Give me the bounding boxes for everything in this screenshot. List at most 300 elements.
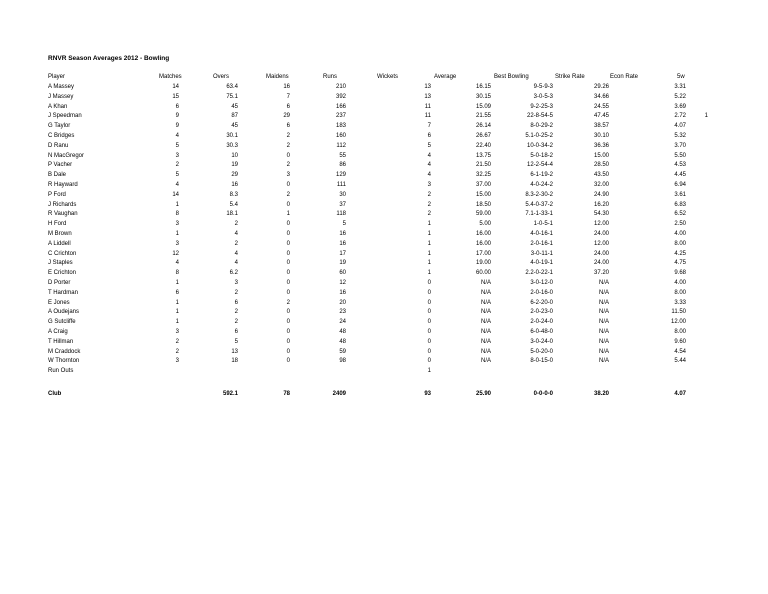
cell-runs: 5 xyxy=(342,221,346,228)
cell-econ-rate: 5.32 xyxy=(674,132,686,139)
cell-wickets: 0 xyxy=(427,289,431,296)
cell-wickets: 3 xyxy=(427,181,431,188)
cell-overs: 2 xyxy=(234,289,238,296)
cell-maidens: 0 xyxy=(286,319,290,326)
cell-matches: 3 xyxy=(175,221,179,228)
cell-strike-rate: N/A xyxy=(598,328,609,335)
cell-wickets: 2 xyxy=(427,191,431,198)
cell-strike-rate: 24.55 xyxy=(593,103,609,110)
cell-matches: 14 xyxy=(172,84,179,90)
cell-wickets: 4 xyxy=(427,152,431,159)
cell-runs: 48 xyxy=(339,338,346,345)
cell-strike-rate: 38.20 xyxy=(593,390,609,397)
bowling-averages-table xyxy=(0,73,768,400)
cell-maidens: 16 xyxy=(283,84,290,90)
cell-average: 37.00 xyxy=(475,181,491,188)
cell-maidens: 0 xyxy=(286,309,290,316)
cell-strike-rate: N/A xyxy=(598,319,609,326)
cell-average: 21.55 xyxy=(475,113,491,120)
cell-matches: 4 xyxy=(175,181,179,188)
cell-player: C Crichton xyxy=(48,250,77,257)
cell-average: 26.14 xyxy=(475,123,491,130)
cell-average: 13.75 xyxy=(475,152,491,159)
cell-player: A Oudejans xyxy=(48,309,80,316)
cell-average: 19.00 xyxy=(475,260,491,267)
header-maidens: Maidens xyxy=(266,74,289,80)
cell-best-bowling: 12-2-54-4 xyxy=(526,162,553,169)
header-player: Player xyxy=(48,74,66,80)
cell-strike-rate: 24.00 xyxy=(593,260,609,267)
cell-matches: 1 xyxy=(175,309,179,316)
cell-best-bowling: 8-0-15-0 xyxy=(530,358,553,365)
cell-econ-rate: 5.50 xyxy=(674,152,686,159)
cell-wickets: 2 xyxy=(427,211,431,218)
cell-econ-rate: 2.50 xyxy=(674,221,686,228)
cell-maidens: 2 xyxy=(286,142,290,149)
header-average: Average xyxy=(434,74,457,80)
cell-matches: 3 xyxy=(175,328,179,335)
cell-runs: 19 xyxy=(339,260,346,267)
cell-maidens: 2 xyxy=(286,191,290,198)
cell-maidens: 0 xyxy=(286,221,290,228)
cell-maidens: 6 xyxy=(286,123,290,130)
cell-player: R Hayward xyxy=(48,181,78,188)
cell-wickets: 13 xyxy=(424,93,431,100)
cell-runs: 118 xyxy=(336,211,346,218)
cell-maidens: 0 xyxy=(286,348,290,355)
cell-strike-rate: 30.10 xyxy=(593,132,609,139)
cell-average: 15.00 xyxy=(475,191,491,198)
cell-runs: 210 xyxy=(335,84,346,90)
cell-average: N/A xyxy=(480,358,491,365)
cell-strike-rate: 16.20 xyxy=(593,201,609,208)
cell-matches: 1 xyxy=(175,319,179,326)
cell-player: J Richards xyxy=(48,201,77,208)
cell-wickets: 1 xyxy=(427,270,431,277)
cell-matches: 6 xyxy=(175,289,179,296)
cell-econ-rate: 6.52 xyxy=(674,211,686,218)
cell-player: J Massey xyxy=(48,93,74,100)
cell-matches: 9 xyxy=(175,113,179,120)
cell-econ-rate: 11.50 xyxy=(671,309,686,316)
cell-wickets: 0 xyxy=(427,279,431,286)
cell-maidens: 0 xyxy=(286,328,290,335)
cell-overs: 2 xyxy=(234,309,238,316)
cell-wickets: 0 xyxy=(427,309,431,316)
cell-matches: 14 xyxy=(172,191,179,198)
cell-maidens: 6 xyxy=(286,103,290,110)
table-row xyxy=(0,259,768,269)
cell-average: 26.67 xyxy=(475,132,491,139)
table-row xyxy=(0,308,768,318)
cell-runs: 17 xyxy=(339,250,346,257)
cell-runs: 98 xyxy=(339,358,346,365)
cell-strike-rate: N/A xyxy=(598,358,609,365)
cell-runs: 129 xyxy=(335,172,346,179)
cell-runs: 55 xyxy=(339,152,346,159)
header-5w: 5w xyxy=(677,74,685,80)
cell-strike-rate: 24.90 xyxy=(593,191,609,198)
cell-econ-rate: 5.22 xyxy=(674,93,686,100)
cell-econ-rate: 9.60 xyxy=(674,338,686,345)
cell-average: N/A xyxy=(480,279,491,286)
cell-runs: 59 xyxy=(339,348,346,355)
cell-wickets: 11 xyxy=(424,103,431,110)
cell-strike-rate: 37.20 xyxy=(593,270,609,277)
table-row xyxy=(0,348,768,358)
cell-matches: 2 xyxy=(175,338,179,345)
cell-maidens: 0 xyxy=(286,289,290,296)
cell-runs: 112 xyxy=(336,142,346,149)
cell-wickets: 4 xyxy=(427,162,431,169)
cell-average: 59.00 xyxy=(475,211,491,218)
cell-econ-rate: 4.00 xyxy=(674,230,686,237)
cell-maidens: 3 xyxy=(286,172,290,179)
cell-econ-rate: 6.83 xyxy=(674,201,686,208)
table-row xyxy=(0,220,768,230)
cell-player: D Ranu xyxy=(48,142,69,149)
cell-econ-rate: 8.00 xyxy=(674,289,686,296)
cell-best-bowling: 3-0-12-0 xyxy=(530,279,553,286)
cell-best-bowling: 7.1-1-33-1 xyxy=(525,211,553,218)
cell-maidens: 2 xyxy=(286,299,290,306)
cell-runs: 37 xyxy=(339,201,346,208)
cell-best-bowling: 2.2-0-22-1 xyxy=(525,270,553,277)
cell-wickets: 0 xyxy=(427,319,431,326)
cell-best-bowling: 0-0-0-0 xyxy=(533,390,553,397)
cell-overs: 5 xyxy=(234,338,238,345)
cell-maidens: 0 xyxy=(286,181,290,188)
table-row xyxy=(0,210,768,220)
cell-strike-rate: 29.26 xyxy=(593,84,609,90)
cell-average: N/A xyxy=(480,319,491,326)
cell-overs: 4 xyxy=(234,230,238,237)
cell-wickets: 1 xyxy=(427,230,431,237)
cell-overs: 10 xyxy=(231,152,238,159)
cell-strike-rate: 24.00 xyxy=(593,250,609,257)
cell-overs: 6 xyxy=(234,299,238,306)
cell-runs: 16 xyxy=(339,230,346,237)
cell-runs: 48 xyxy=(339,328,346,335)
table-row xyxy=(0,93,768,103)
cell-average: 15.09 xyxy=(475,103,491,110)
cell-overs: 87 xyxy=(231,113,238,120)
cell-best-bowling: 5-0-20-0 xyxy=(530,348,553,355)
cell-average: 16.00 xyxy=(475,230,491,237)
table-row xyxy=(0,240,768,250)
cell-player: J Speedman xyxy=(48,113,82,120)
cell-matches: 1 xyxy=(175,201,179,208)
table-row xyxy=(0,142,768,152)
cell-overs: 29 xyxy=(231,172,238,179)
cell-matches: 6 xyxy=(175,103,179,110)
cell-runs: 30 xyxy=(339,191,346,198)
cell-wickets: 0 xyxy=(427,338,431,345)
cell-average: 30.15 xyxy=(475,93,491,100)
cell-player: H Ford xyxy=(48,221,67,228)
cell-overs: 4 xyxy=(234,250,238,257)
cell-best-bowling: 4-0-16-1 xyxy=(530,230,553,237)
cell-econ-rate: 3.69 xyxy=(674,103,686,110)
cell-strike-rate: N/A xyxy=(598,338,609,345)
cell-wickets: 11 xyxy=(424,113,431,120)
table-row xyxy=(0,250,768,260)
cell-best-bowling: 6-2-20-0 xyxy=(530,299,553,306)
header-econ-rate: Econ Rate xyxy=(610,74,639,80)
cell-econ-rate: 3.33 xyxy=(674,299,686,306)
table-row xyxy=(0,161,768,171)
table-row xyxy=(0,83,768,93)
table-row xyxy=(0,279,768,289)
table-row xyxy=(0,318,768,328)
cell-player: B Dale xyxy=(48,172,67,179)
cell-econ-rate: 4.54 xyxy=(674,348,686,355)
header-wickets: Wickets xyxy=(377,74,398,80)
cell-player: T Hardman xyxy=(48,289,78,296)
table-row xyxy=(0,367,768,377)
table-row xyxy=(0,299,768,309)
cell-best-bowling: 8-0-29-2 xyxy=(530,123,553,130)
cell-matches: 4 xyxy=(175,132,179,139)
cell-maidens: 0 xyxy=(286,358,290,365)
cell-wickets: 0 xyxy=(427,348,431,355)
header-matches: Matches xyxy=(159,74,182,80)
cell-player: C Bridges xyxy=(48,132,75,139)
cell-overs: 30.1 xyxy=(226,132,238,139)
cell-strike-rate: 36.36 xyxy=(593,142,609,149)
cell-strike-rate: 12.00 xyxy=(593,221,609,228)
cell-overs: 16 xyxy=(231,181,238,188)
cell-average: 16.15 xyxy=(475,84,491,90)
cell-best-bowling: 5.4-0-37-2 xyxy=(525,201,553,208)
cell-strike-rate: N/A xyxy=(598,279,609,286)
cell-econ-rate: 3.61 xyxy=(674,191,686,198)
cell-overs: 30.3 xyxy=(226,142,238,149)
cell-player: E Crichton xyxy=(48,270,77,277)
cell-maidens: 0 xyxy=(286,270,290,277)
cell-econ-rate: 4.75 xyxy=(674,260,686,267)
cell-wickets: 1 xyxy=(427,250,431,257)
cell-maidens: 7 xyxy=(286,93,290,100)
cell-matches: 1 xyxy=(175,279,179,286)
cell-wickets: 5 xyxy=(427,142,431,149)
cell-player: Club xyxy=(48,390,62,397)
cell-econ-rate: 9.68 xyxy=(674,270,686,277)
table-row xyxy=(0,103,768,113)
cell-average: 22.40 xyxy=(475,142,491,149)
cell-wickets: 13 xyxy=(424,84,431,90)
table-row xyxy=(0,230,768,240)
cell-maidens: 2 xyxy=(286,162,290,169)
header-overs: Overs xyxy=(213,74,230,80)
cell-overs: 8.3 xyxy=(229,191,238,198)
table-row xyxy=(0,201,768,211)
cell-player: A Craig xyxy=(48,328,68,335)
cell-player: E Jones xyxy=(48,299,70,306)
cell-average: 60.00 xyxy=(475,270,491,277)
cell-strike-rate: N/A xyxy=(598,289,609,296)
cell-player: M Craddock xyxy=(48,348,81,355)
cell-matches: 3 xyxy=(175,358,179,365)
cell-strike-rate: 32.00 xyxy=(593,181,609,188)
sheet-title: RNVR Season Averages 2012 - Bowling xyxy=(48,55,170,62)
cell-econ-rate: 4.53 xyxy=(674,162,686,169)
cell-player: A Khan xyxy=(48,103,68,110)
cell-player: D Porter xyxy=(48,279,71,286)
cell-strike-rate: 34.66 xyxy=(593,93,609,100)
cell-average: N/A xyxy=(480,299,491,306)
cell-best-bowling: 10-0-34-2 xyxy=(526,142,553,149)
cell-matches: 9 xyxy=(175,123,179,130)
cell-overs: 3 xyxy=(234,279,238,286)
cell-matches: 15 xyxy=(172,93,179,100)
cell-runs: 16 xyxy=(339,240,346,247)
cell-maidens: 0 xyxy=(286,201,290,208)
cell-strike-rate: 43.50 xyxy=(593,172,609,179)
cell-overs: 13 xyxy=(231,348,238,355)
cell-runs: 16 xyxy=(339,289,346,296)
cell-matches: 5 xyxy=(175,172,179,179)
cell-runs: 23 xyxy=(339,309,346,316)
cell-strike-rate: 12.00 xyxy=(593,240,609,247)
cell-overs: 45 xyxy=(231,123,238,130)
cell-maidens: 0 xyxy=(286,250,290,257)
table-header-row xyxy=(0,73,768,83)
cell-average: N/A xyxy=(480,348,491,355)
cell-runs: 20 xyxy=(339,299,346,306)
cell-maidens: 0 xyxy=(286,152,290,159)
cell-overs: 45 xyxy=(231,103,238,110)
cell-average: 32.25 xyxy=(475,172,491,179)
cell-runs: 24 xyxy=(339,319,346,326)
cell-strike-rate: N/A xyxy=(598,348,609,355)
cell-overs: 2 xyxy=(234,240,238,247)
table-row xyxy=(0,181,768,191)
cell-wickets: 1 xyxy=(427,368,431,375)
cell-best-bowling: 3-0-24-0 xyxy=(530,338,553,345)
cell-runs: 60 xyxy=(339,270,346,277)
cell-average: N/A xyxy=(480,309,491,316)
table-row xyxy=(0,122,768,132)
cell-overs: 6.2 xyxy=(229,270,238,277)
cell-econ-rate: 4.00 xyxy=(674,279,686,286)
cell-econ-rate: 8.00 xyxy=(674,328,686,335)
cell-average: 5.00 xyxy=(479,221,491,228)
table-row xyxy=(0,112,768,122)
cell-strike-rate: 47.45 xyxy=(593,113,609,120)
cell-player: A Massey xyxy=(48,84,75,90)
cell-best-bowling: 4-0-19-1 xyxy=(530,260,553,267)
cell-overs: 75.1 xyxy=(226,93,238,100)
cell-wickets: 1 xyxy=(427,260,431,267)
cell-runs: 392 xyxy=(335,93,346,100)
cell-wickets: 2 xyxy=(427,201,431,208)
cell-best-bowling: 2-0-16-1 xyxy=(530,240,553,247)
cell-best-bowling: 6-1-19-2 xyxy=(530,172,553,179)
cell-player: W Thornton xyxy=(48,358,80,365)
club-total-row xyxy=(0,390,768,400)
cell-econ-rate: 8.00 xyxy=(674,240,686,247)
cell-best-bowling: 22-8-54-5 xyxy=(526,113,553,120)
cell-overs: 4 xyxy=(234,260,238,267)
cell-player: P Ford xyxy=(48,191,66,198)
cell-econ-rate: 5.44 xyxy=(674,358,686,365)
cell-strike-rate: 28.50 xyxy=(593,162,609,169)
cell-maidens: 2 xyxy=(286,132,290,139)
cell-best-bowling: 2-0-16-0 xyxy=(530,289,553,296)
cell-overs: 18 xyxy=(231,358,238,365)
cell-average: N/A xyxy=(480,338,491,345)
cell-econ-rate: 4.45 xyxy=(674,172,686,179)
cell-matches: 8 xyxy=(175,211,179,218)
cell-matches: 2 xyxy=(175,348,179,355)
cell-econ-rate: 4.25 xyxy=(674,250,686,257)
cell-average: 17.00 xyxy=(475,250,491,257)
cell-runs: 183 xyxy=(335,123,346,130)
cell-best-bowling: 1-0-5-1 xyxy=(533,221,553,228)
cell-matches: 3 xyxy=(175,152,179,159)
header-strike-rate: Strike Rate xyxy=(555,74,585,80)
cell-strike-rate: 24.00 xyxy=(593,230,609,237)
cell-maidens: 0 xyxy=(286,279,290,286)
header-best-bowling: Best Bowling xyxy=(494,74,529,80)
cell-econ-rate: 2.72 xyxy=(674,113,686,120)
cell-player: G Taylor xyxy=(48,123,71,130)
cell-overs: 592.1 xyxy=(222,390,238,397)
cell-best-bowling: 3-0-11-1 xyxy=(530,250,553,257)
cell-runs: 86 xyxy=(339,162,346,169)
cell-matches: 12 xyxy=(172,250,179,257)
cell-wickets: 0 xyxy=(427,328,431,335)
cell-maidens: 0 xyxy=(286,230,290,237)
cell-econ-rate: 4.07 xyxy=(674,123,686,130)
cell-player: Run Outs xyxy=(48,368,74,375)
cell-overs: 18.1 xyxy=(226,211,238,218)
table-row xyxy=(0,191,768,201)
cell-best-bowling: 9-5-9-3 xyxy=(533,84,553,90)
cell-best-bowling: 8.3-2-30-2 xyxy=(525,191,553,198)
cell-matches: 1 xyxy=(175,230,179,237)
cell-wickets: 7 xyxy=(427,123,431,130)
cell-maidens: 78 xyxy=(283,390,290,397)
cell-overs: 6 xyxy=(234,328,238,335)
cell-maidens: 0 xyxy=(286,240,290,247)
cell-matches: 5 xyxy=(175,142,179,149)
cell-player: R Vaughan xyxy=(48,211,78,218)
cell-overs: 63.4 xyxy=(226,84,238,90)
cell-wickets: 6 xyxy=(427,132,431,139)
cell-strike-rate: 54.30 xyxy=(593,211,609,218)
cell-runs: 160 xyxy=(335,132,346,139)
table-row xyxy=(0,269,768,279)
cell-maidens: 0 xyxy=(286,260,290,267)
cell-wickets: 93 xyxy=(424,390,431,397)
cell-best-bowling: 2-0-23-0 xyxy=(530,309,553,316)
cell-best-bowling: 9-2-25-3 xyxy=(530,103,553,110)
cell-matches: 3 xyxy=(175,240,179,247)
cell-best-bowling: 2-0-24-0 xyxy=(530,319,553,326)
cell-maidens: 29 xyxy=(283,113,290,120)
cell-econ-rate: 6.94 xyxy=(674,181,686,188)
cell-player: P Vacher xyxy=(48,162,73,169)
cell-overs: 5.4 xyxy=(229,201,238,208)
cell-average: 16.00 xyxy=(475,240,491,247)
cell-matches: 1 xyxy=(175,299,179,306)
cell-matches: 2 xyxy=(175,162,179,169)
cell-best-bowling: 5-0-18-2 xyxy=(530,152,553,159)
header-runs: Runs xyxy=(323,74,338,80)
cell-average: 21.50 xyxy=(475,162,491,169)
